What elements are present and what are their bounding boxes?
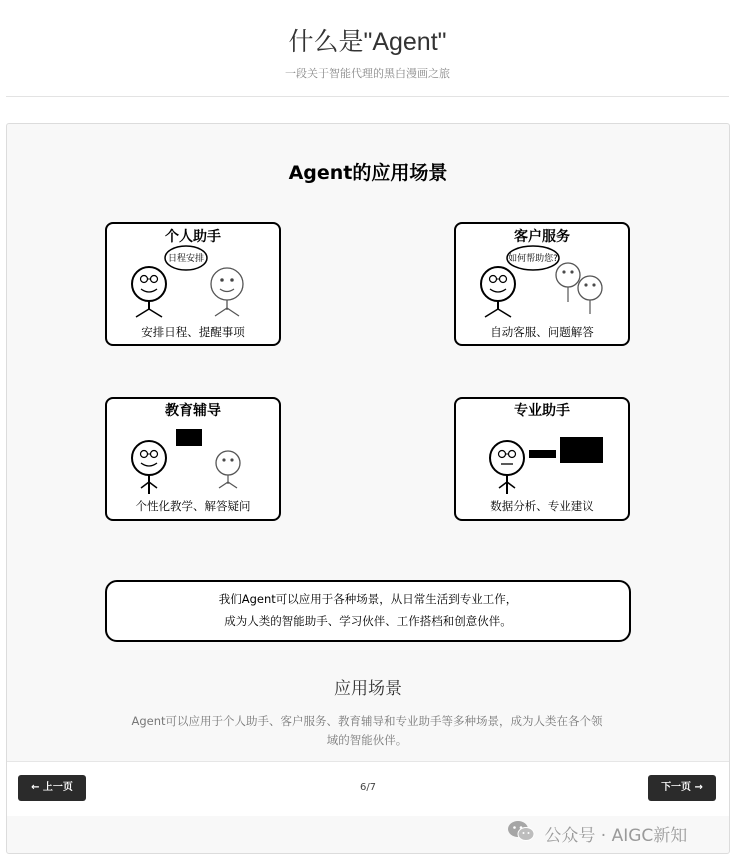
data-screen [560, 437, 603, 463]
comic-heading: Agent的应用场景 [288, 162, 448, 184]
bubble-text: 日程安排 [167, 254, 205, 264]
comic-illustration [7, 124, 729, 654]
panel-caption: 自动客服、问题解答 [490, 325, 594, 339]
page-subtitle: 一段关于智能代理的黑白漫画之旅 [285, 67, 450, 80]
bubble-text: 如何帮助您? [508, 254, 558, 264]
summary-box [106, 581, 630, 641]
section-heading: 应用场景 [334, 679, 402, 699]
panel-personal-assistant [106, 223, 280, 345]
panel-caption: 安排日程、提醒事项 [141, 325, 245, 339]
data-bar [529, 450, 556, 458]
blackboard [176, 429, 202, 446]
prev-page-button[interactable]: ← 上一页 [18, 775, 86, 801]
panel-education [106, 398, 280, 520]
panel-title: 客户服务 [514, 229, 570, 245]
panel-title: 专业助手 [514, 403, 570, 419]
page-title: 什么是"Agent" [288, 28, 447, 56]
watermark [507, 820, 687, 844]
summary-line-2: 成为人类的智能助手、学习伙伴、工作搭档和创意伙伴。 [224, 614, 512, 628]
navigation-bar [7, 762, 729, 816]
section-description: Agent可以应用于个人助手、客户服务、教育辅导和专业助手等多种场景，成为人类在各个领域的智能伙伴。 [131, 714, 603, 747]
panel-title: 教育辅导 [165, 403, 221, 419]
watermark-text: 公众号 · AIGC新知 [544, 826, 688, 846]
panel-customer-service [455, 223, 629, 345]
panel-professional [455, 398, 629, 520]
header-divider [6, 96, 729, 97]
next-page-button[interactable]: 下一页 → [648, 775, 716, 801]
summary-line-1: 我们Agent可以应用于各种场景，从日常生活到专业工作， [218, 592, 518, 606]
comic-card [6, 123, 730, 854]
wechat-icon [507, 820, 535, 847]
page-header [0, 0, 735, 97]
panel-caption: 个性化教学、解答疑问 [135, 499, 251, 513]
page-indicator: 6/7 [359, 782, 377, 793]
panel-caption: 数据分析、专业建议 [490, 499, 594, 513]
panel-title: 个人助手 [165, 229, 221, 245]
